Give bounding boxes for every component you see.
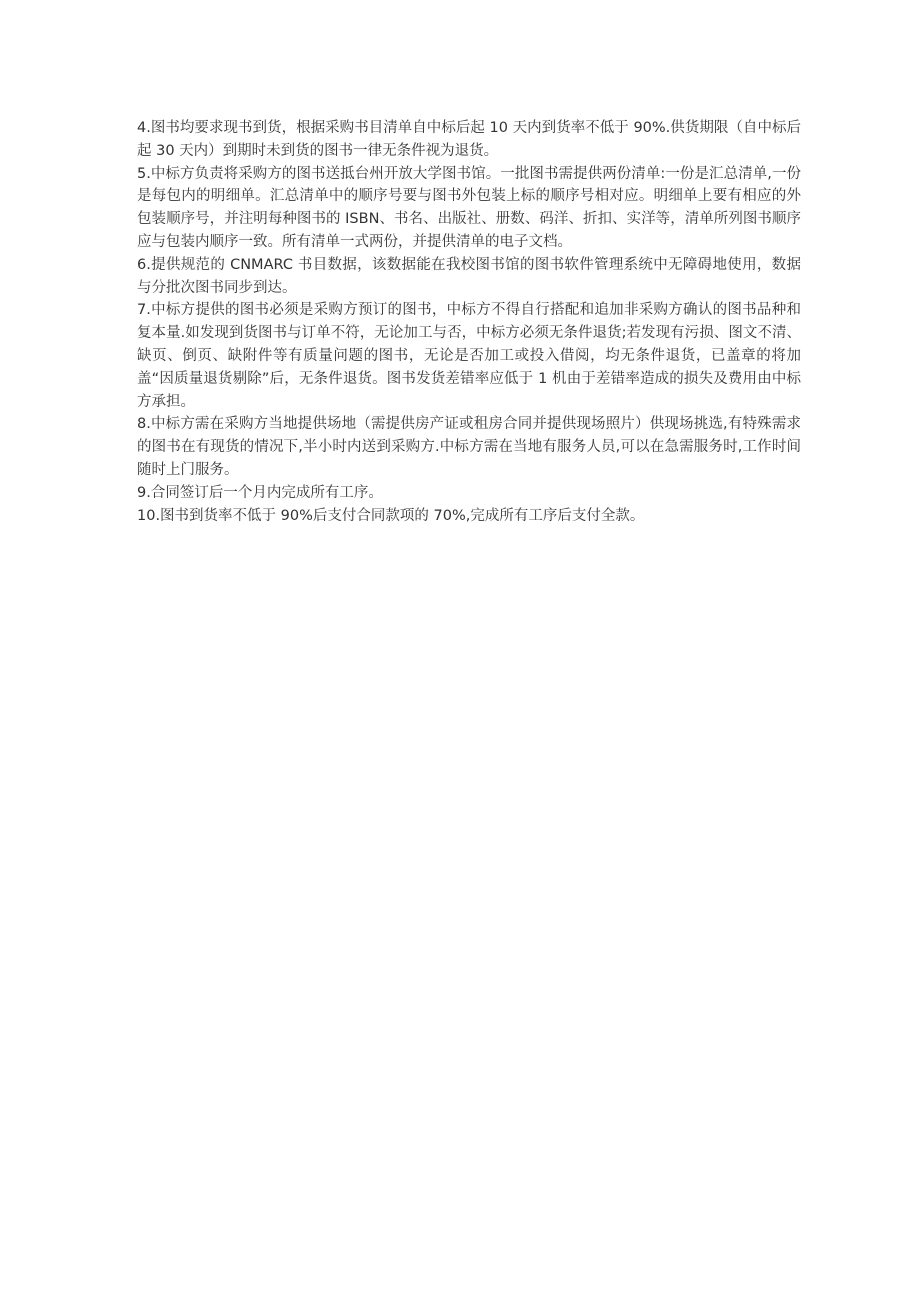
clause-7-return-policy: 7.中标方提供的图书必须是采购方预订的图书，中标方不得自行搭配和追加非采购方确认的图书品种和复本量.如发现到货图书与订单不符，无论加工与否，中标方必须无条件退货;若发现有污损、图文不清、缺页、倒页、缺附件等有质量问题的图书，无论是否加工或投入借阅，均无条件退货，已盖章的将加盖“因质量退货剔除”后，无条件退货。图书发货差错率应低于 1 机由于差错率造成的损失及费用由中标方承担。	[137, 302, 801, 410]
clause-5-delivery-lists: 5.中标方负责将采购方的图书送抵台州开放大学图书馆。一批图书需提供两份清单:一份是汇总清单,一份是每包内的明细单。汇总清单中的顺序号要与图书外包装上标的顺序号相对应。明细单上要有相应的外包装顺序号，并注明每种图书的 ISBN、书名、出版社、册数、码洋、折扣、实洋等，清单所列图书顺序应与包装内顺序一致。所有清单一式两份，并提供清单的电子文档。	[137, 165, 801, 250]
clause-6-cnmarc-data: 6.提供规范的 CNMARC 书目数据，该数据能在我校图书馆的图书软件管理系统中无障碍地使用，数据与分批次图书同步到达。	[137, 256, 801, 296]
clause-9-completion-deadline: 9.合同签订后一个月内完成所有工序。	[137, 484, 383, 501]
document-body	[137, 117, 801, 527]
clause-8-local-venue: 8.中标方需在采购方当地提供场地（需提供房产证或租房合同并提供现场照片）供现场挑选,有特殊需求的图书在有现货的情况下,半小时内送到采购方.中标方需在当地有服务人员,可以在急需服务时,工作时间随时上门服务。	[137, 416, 801, 478]
clause-10-payment-terms: 10.图书到货率不低于 90%后支付合同款项的 70%,完成所有工序后支付全款。	[137, 507, 645, 524]
clause-4-delivery-rate: 4.图书均要求现书到货，根据采购书目清单自中标后起 10 天内到货率不低于 90%.供货期限（自中标后起 30 天内）到期时未到货的图书一律无条件视为退货。	[137, 120, 801, 159]
